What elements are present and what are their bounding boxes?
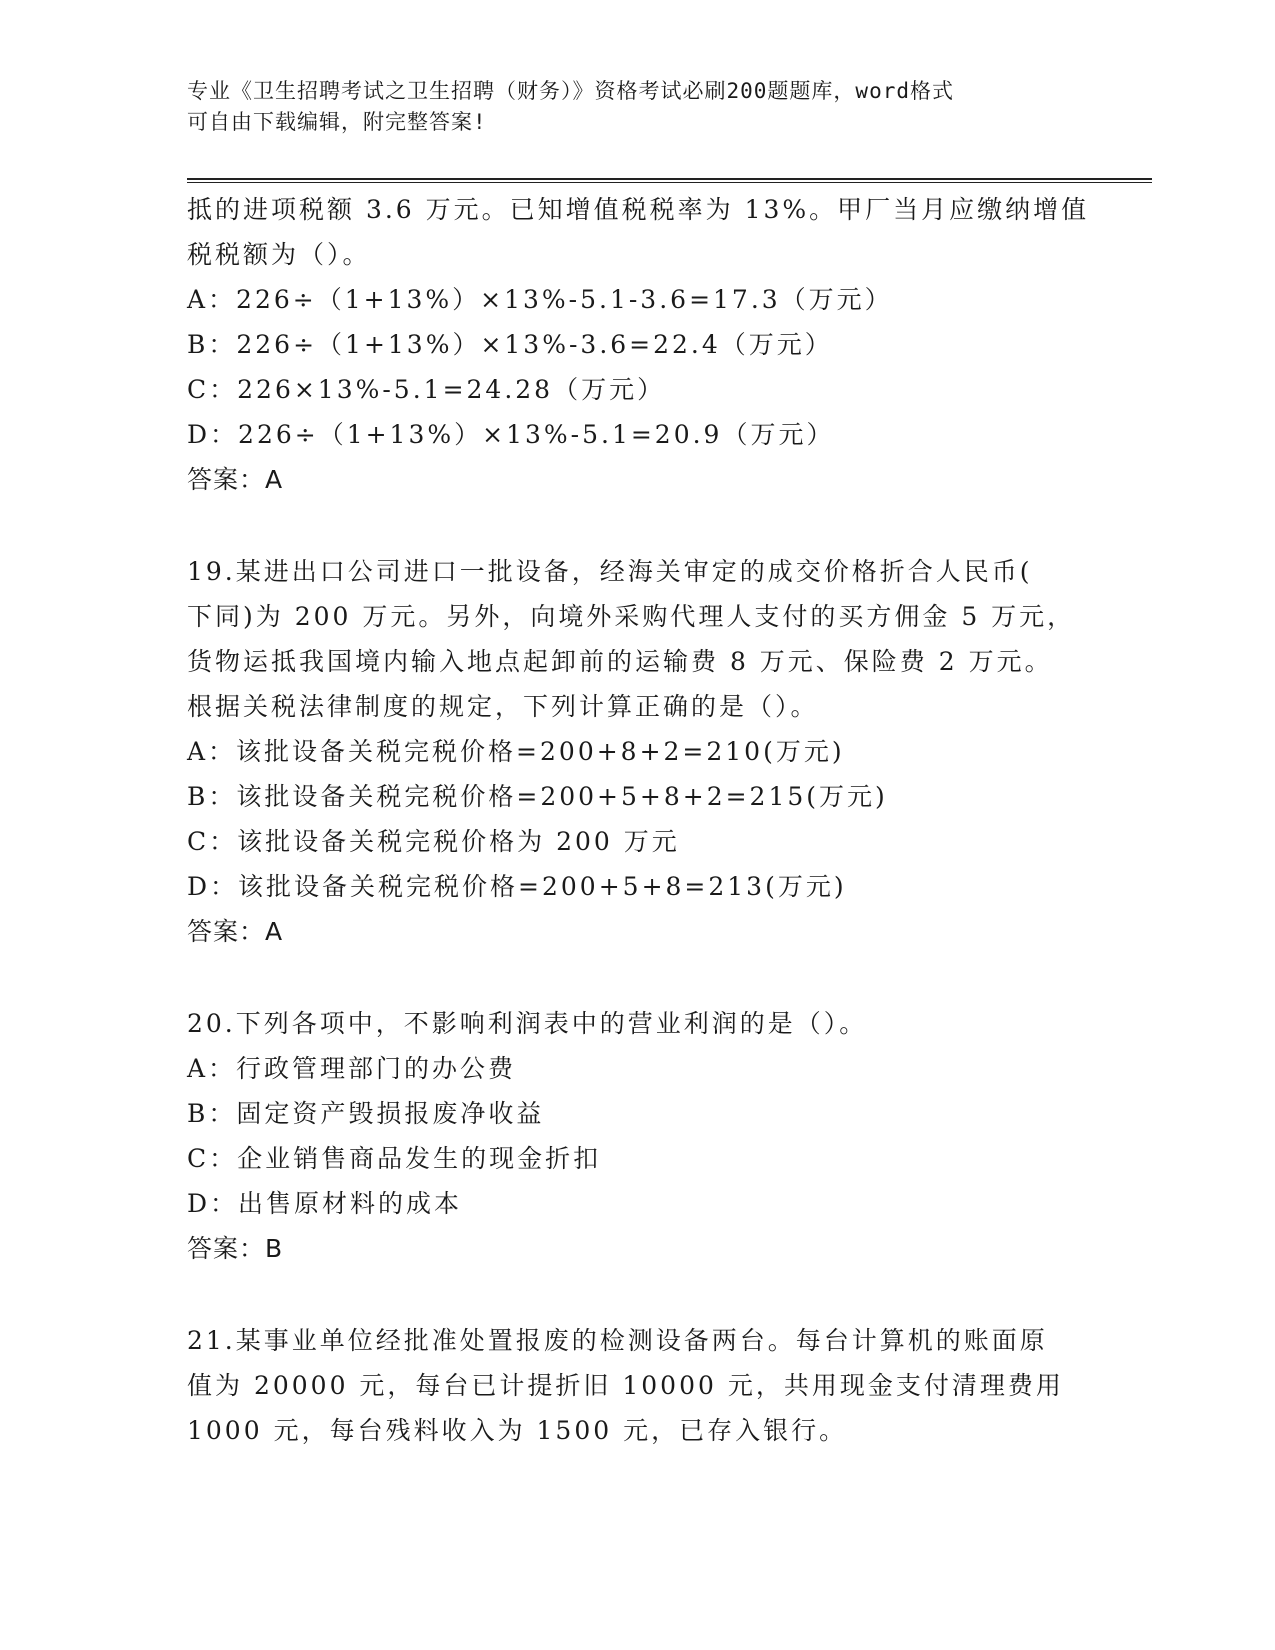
option-c: C：226×13%-5.1=24.28（万元） xyxy=(187,375,666,404)
answer-line: 答案：B xyxy=(187,1234,284,1263)
question-text-line: 税税额为（）。 xyxy=(187,240,371,269)
question-text-line: 20.下列各项中，不影响利润表中的营业利润的是（）。 xyxy=(187,1009,868,1038)
header-line-1: 专业《卫生招聘考试之卫生招聘（财务）》资格考试必刷200题题库，word格式 xyxy=(187,79,954,103)
question-text-line: 19.某进出口公司进口一批设备，经海关审定的成交价格折合人民币( xyxy=(187,557,1033,586)
option-a: A：行政管理部门的办公费 xyxy=(187,1054,517,1083)
option-b: B：该批设备关税完税价格=200+5+8+2=215(万元) xyxy=(187,782,888,811)
option-b: B：226÷（1+13%）×13%-3.6=22.4（万元） xyxy=(187,330,833,359)
option-c: C：企业销售商品发生的现金折扣 xyxy=(187,1144,602,1173)
question-gap xyxy=(187,502,1087,549)
question-text-line: 21.某事业单位经批准处置报废的检测设备两台。每台计算机的账面原 xyxy=(187,1326,1048,1355)
answer-line: 答案：A xyxy=(187,917,284,946)
header-divider xyxy=(187,178,1152,183)
question-18-tail xyxy=(187,187,1090,502)
question-text-line: 值为 20000 元，每台已计提折旧 10000 元，共用现金支付清理费用 xyxy=(187,1371,1064,1400)
answer-line: 答案：A xyxy=(187,465,284,494)
question-text-line: 抵的进项税额 3.6 万元。已知增值税税率为 13%。甲厂当月应缴纳增值 xyxy=(187,195,1090,224)
question-text-line: 货物运抵我国境内输入地点起卸前的运输费 8 万元、保险费 2 万元。 xyxy=(187,647,1053,676)
document-body xyxy=(187,187,1090,1453)
question-19 xyxy=(187,549,1087,954)
option-d: D：该批设备关税完税价格=200+5+8=213(万元) xyxy=(187,872,847,901)
option-a: A：该批设备关税完税价格=200+8+2=210(万元) xyxy=(187,737,845,766)
option-b: B：固定资产毁损报废净收益 xyxy=(187,1099,545,1128)
question-text-line: 根据关税法律制度的规定，下列计算正确的是（）。 xyxy=(187,692,819,721)
option-d: D：226÷（1+13%）×13%-5.1=20.9（万元） xyxy=(187,420,835,449)
question-20 xyxy=(187,1001,1087,1271)
option-d: D：出售原材料的成本 xyxy=(187,1189,463,1218)
header-line-2: 可自由下载编辑，附完整答案! xyxy=(187,110,487,134)
document-header xyxy=(187,76,1077,138)
option-a: A：226÷（1+13%）×13%-5.1-3.6=17.3（万元） xyxy=(187,285,893,314)
question-gap xyxy=(187,954,1087,1001)
question-gap xyxy=(187,1271,1087,1318)
question-text-line: 1000 元，每台残料收入为 1500 元，已存入银行。 xyxy=(187,1416,848,1445)
question-text-line: 下同)为 200 万元。另外，向境外采购代理人支付的买方佣金 5 万元， xyxy=(187,602,1076,631)
question-21 xyxy=(187,1318,1087,1453)
option-c: C：该批设备关税完税价格为 200 万元 xyxy=(187,827,680,856)
